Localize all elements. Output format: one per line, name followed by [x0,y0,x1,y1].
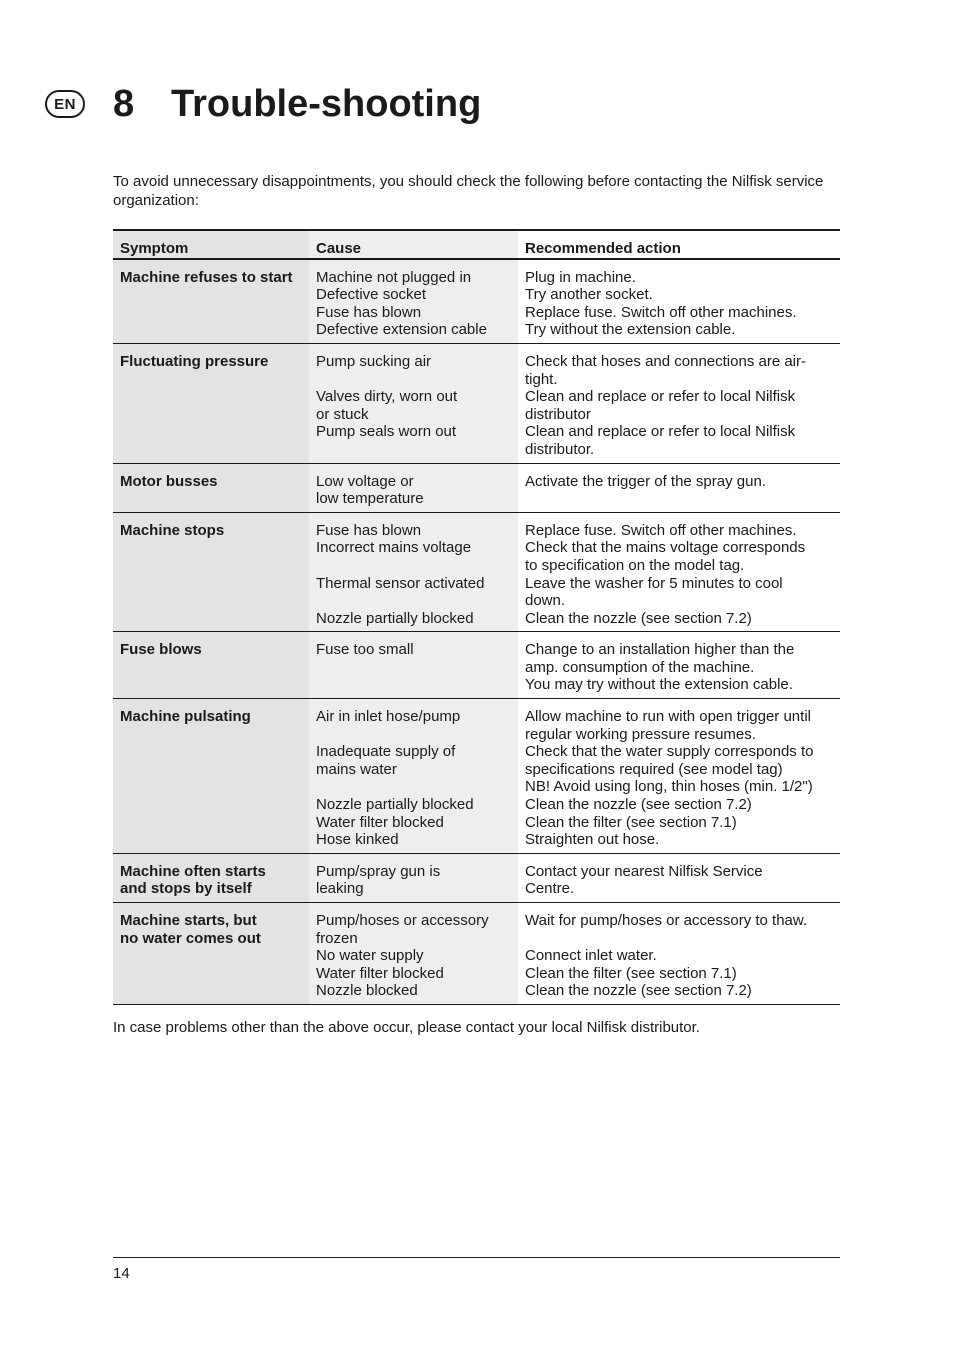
cell-line: amp. consumption of the machine. [525,658,755,676]
cell-line: Change to an installation higher than the [525,641,795,659]
chapter-number: 8 [113,83,135,125]
symptom-cell [113,699,309,854]
cell-line: Water filter blocked [316,813,444,831]
line-spacer [316,371,511,389]
cell-line: mains water [316,760,397,778]
table-header-row [113,230,840,259]
table-row [113,632,840,699]
cell-line: Clean the nozzle (see section 7.2) [525,982,752,1000]
cell-line: Clean and replace or refer to local Nilfisk [525,423,796,441]
symptom-cell [113,853,309,902]
cause-cell [309,512,518,632]
cell-line: Replace fuse. Switch off other machines. [525,521,797,539]
cell-line: Hose kinked [316,831,399,849]
table-row [113,512,840,632]
action-cell [518,632,840,699]
cell-line: You may try without the extension cable. [525,676,793,694]
cell-line: tight. [525,370,558,388]
cell-line: Contact your nearest Nilfisk Service [525,862,763,880]
action-cell [518,853,840,902]
cell-line: distributor [525,405,591,423]
cell-line: leaking [316,880,364,898]
cell-line: Valves dirty, worn out [316,388,458,406]
table-row [113,343,840,463]
cell-line: Motor busses [120,472,218,490]
cell-line: Low voltage or [316,472,414,490]
cell-line: specifications required (see model tag) [525,760,783,778]
table-row [113,259,840,344]
cell-line: Straighten out hose. [525,831,660,849]
action-cell [518,343,840,463]
cause-cell [309,259,518,344]
line-spacer [316,557,511,575]
cell-line: Replace fuse. Switch off other machines. [525,303,797,321]
cell-line: Clean the filter (see section 7.1) [525,964,737,982]
cell-line: regular working pressure resumes. [525,725,756,743]
cell-line: and stops by itself [120,880,252,898]
column-header-cause: Cause [309,230,518,259]
action-cell [518,903,840,1005]
symptom-cell [113,343,309,463]
cell-line: or stuck [316,405,369,423]
cell-line: Activate the trigger of the spray gun. [525,472,766,490]
cell-line: Inadequate supply of [316,743,456,761]
cell-line: Pump sucking air [316,352,432,370]
table-row [113,903,840,1005]
cell-line: Fuse too small [316,641,414,659]
table-row [113,699,840,854]
cell-line: Machine often starts [120,862,266,880]
cell-line: Clean the nozzle (see section 7.2) [525,609,752,627]
symptom-cell [113,463,309,512]
cell-line: Leave the washer for 5 minutes to cool [525,574,783,592]
cell-line: Nozzle partially blocked [316,796,474,814]
cell-line: Fuse has blown [316,521,422,539]
table-body [113,259,840,1005]
cell-line: Water filter blocked [316,964,444,982]
line-spacer [316,726,511,744]
cell-line: low temperature [316,490,424,508]
cell-line: Fuse blows [120,641,202,659]
cell-line: frozen [316,929,358,947]
cell-line: Try without the extension cable. [525,321,736,339]
cell-line: Machine refuses to start [120,268,293,286]
cell-line: Machine pulsating [120,708,251,726]
cell-line: Nozzle blocked [316,982,418,1000]
cell-line: Allow machine to run with open trigger until [525,708,811,726]
cell-line: Plug in machine. [525,268,636,286]
language-badge: EN [45,90,85,118]
line-spacer [316,592,511,610]
cell-line: Pump seals worn out [316,423,457,441]
cause-cell [309,903,518,1005]
cause-cell [309,853,518,902]
cell-line: Thermal sensor activated [316,574,485,592]
page-title: Trouble-shooting [171,83,482,125]
footer-divider [113,1257,840,1258]
cell-line: Clean and replace or refer to local Nilfisk [525,388,796,406]
cell-line: Incorrect mains voltage [316,539,472,557]
cell-line: Defective socket [316,286,427,304]
cell-line: No water supply [316,947,424,965]
action-cell [518,463,840,512]
cell-line: down. [525,592,566,610]
column-header-symptom: Symptom [113,230,309,259]
line-spacer [316,778,511,796]
cell-line: Check that the water supply corresponds to [525,743,814,761]
symptom-cell [113,903,309,1005]
cause-cell [309,699,518,854]
action-cell [518,512,840,632]
cell-line: Air in inlet hose/pump [316,708,461,726]
cell-line: Machine not plugged in [316,268,472,286]
cell-line: Pump/spray gun is [316,862,441,880]
cell-line: distributor. [525,440,595,458]
cell-line: Fluctuating pressure [120,352,269,370]
cell-line: Clean the nozzle (see section 7.2) [525,796,752,814]
cell-line: Check that hoses and connections are air- [525,352,806,370]
cell-line: Machine stops [120,521,225,539]
page-number: 14 [113,1265,130,1282]
cell-line: Check that the mains voltage corresponds [525,539,806,557]
cause-cell [309,343,518,463]
cell-line: Try another socket. [525,286,653,304]
cell-line: Clean the filter (see section 7.1) [525,813,737,831]
troubleshooting-table [113,229,840,1005]
cell-line: Defective extension cable [316,321,487,339]
symptom-cell [113,512,309,632]
cell-line: Centre. [525,880,575,898]
action-cell [518,259,840,344]
cause-cell [309,632,518,699]
cause-cell [309,463,518,512]
table-row [113,463,840,512]
symptom-cell [113,259,309,344]
cell-line: Machine starts, but [120,912,257,929]
cell-line: Fuse has blown [316,303,422,321]
cell-line: Wait for pump/hoses or accessory to thaw. [525,912,808,929]
closing-note: In case problems other than the above occur, please contact your local Nilfisk distributor. [113,1019,700,1036]
cell-line: Pump/hoses or accessory [316,912,489,929]
line-spacer [525,930,833,948]
action-cell [518,699,840,854]
table-row [113,853,840,902]
column-header-action: Recommended action [525,240,681,257]
cell-line: no water comes out [120,929,261,947]
cell-line: Nozzle partially blocked [316,609,474,627]
cell-line: Connect inlet water. [525,947,657,965]
symptom-cell [113,632,309,699]
cell-line: to specification on the model tag. [525,556,745,574]
intro-paragraph: To avoid unnecessary disappointments, you should check the following before contacting the Nilfisk service organization: [113,173,824,209]
cell-line: NB! Avoid using long, thin hoses (min. 1/2") [525,778,813,796]
